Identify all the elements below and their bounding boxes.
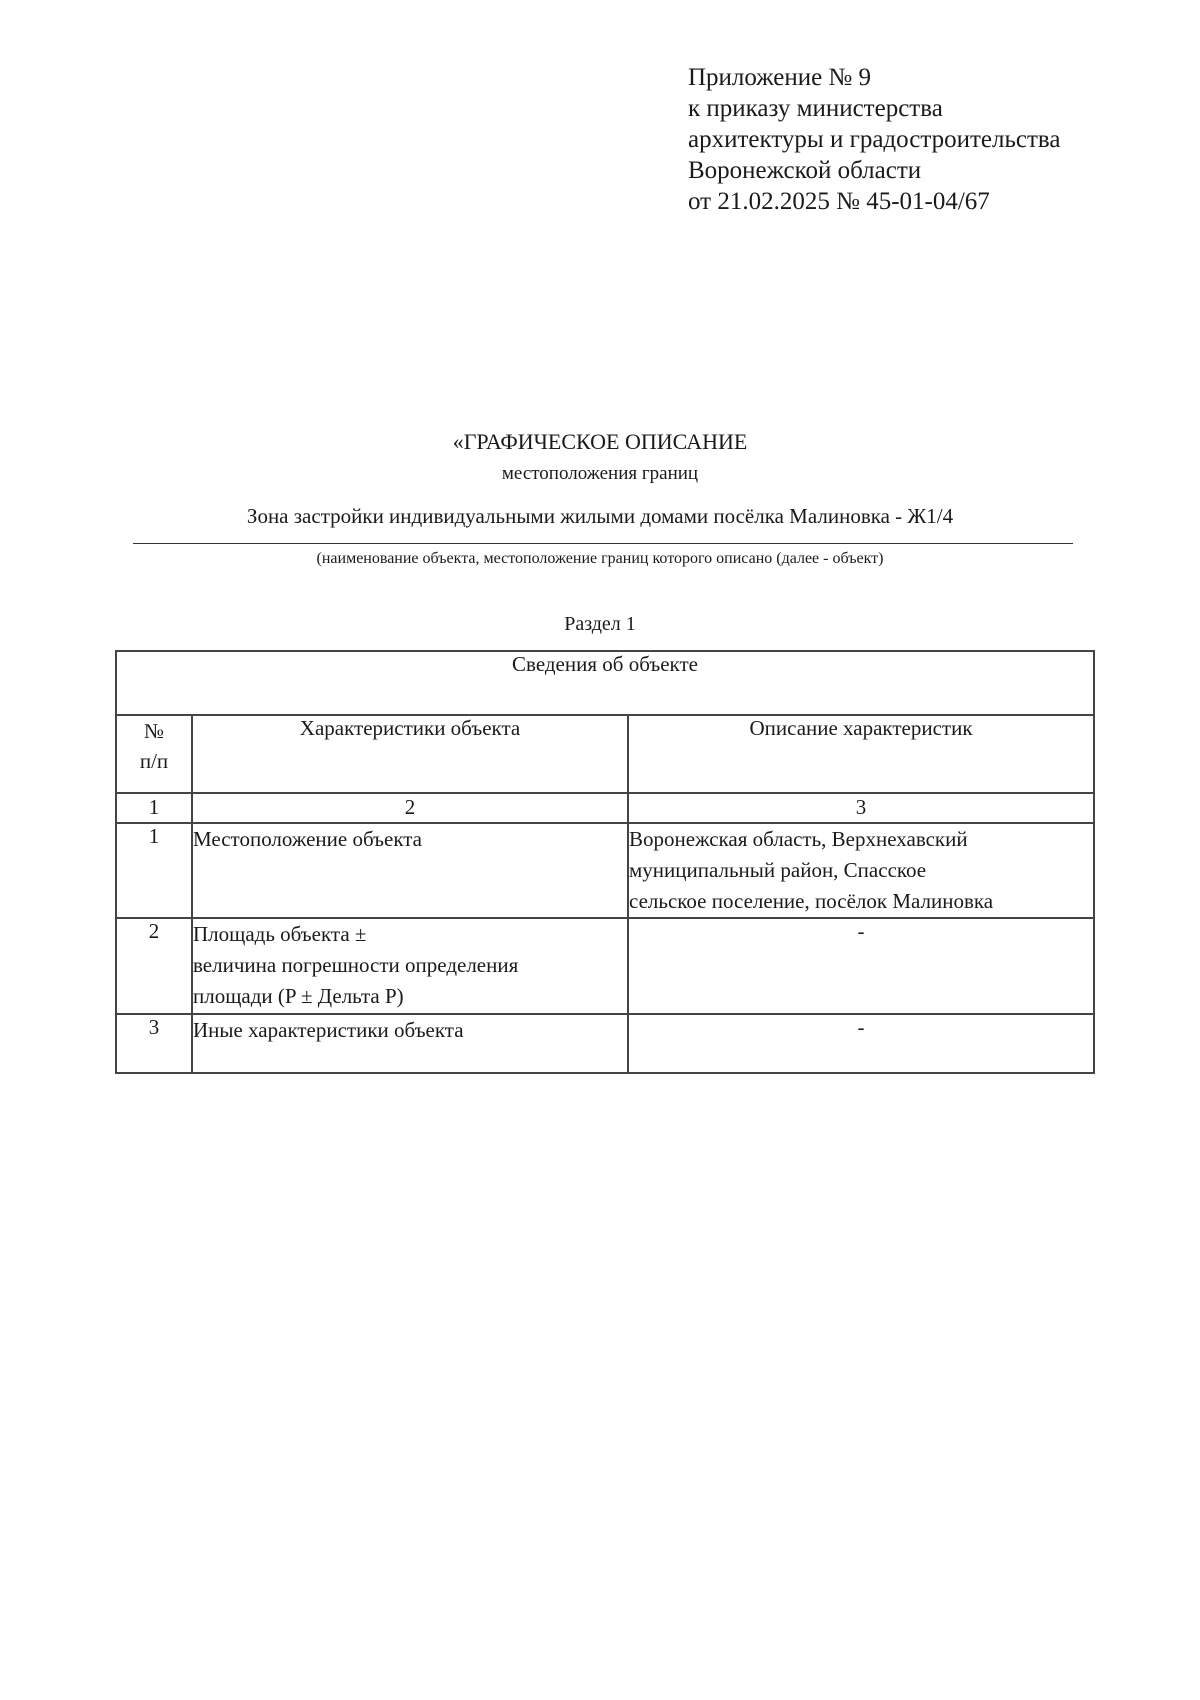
document-subtitle: местоположения границ bbox=[501, 463, 699, 484]
table-row bbox=[116, 1014, 1094, 1073]
index-cell: 2 bbox=[192, 793, 628, 823]
cell-line: муниципальный район, Спасское bbox=[629, 858, 927, 882]
row-characteristic bbox=[192, 823, 628, 918]
row-characteristic bbox=[192, 1014, 628, 1073]
header-description: Описание характеристик bbox=[628, 715, 1094, 793]
header-characteristics: Характеристики объекта bbox=[192, 715, 628, 793]
table-row bbox=[116, 918, 1094, 1014]
object-name-caption: (наименование объекта, местоположение границ которого описано (далее - объект) bbox=[316, 550, 884, 567]
row-number: 1 bbox=[116, 823, 192, 918]
header-number-line1: № bbox=[143, 719, 165, 743]
cell-line: Местоположение объекта bbox=[193, 827, 423, 851]
table-row bbox=[116, 823, 1094, 918]
cell-line: Иные характеристики объекта bbox=[193, 1018, 464, 1042]
cell-line: площади (P ± Дельта P) bbox=[193, 984, 404, 1008]
header-number-line2: п/п bbox=[139, 749, 169, 773]
cell-line: Площадь объекта ± bbox=[193, 922, 367, 946]
document-title: «ГРАФИЧЕСКОЕ ОПИСАНИЕ bbox=[452, 429, 748, 454]
cell-line: величина погрешности определения bbox=[193, 953, 519, 977]
row-description bbox=[628, 823, 1094, 918]
cell-line: сельское поселение, посёлок Малиновка bbox=[629, 889, 994, 913]
annex-line: Приложение № 9 bbox=[688, 64, 872, 91]
annex-header bbox=[688, 62, 1060, 217]
table-caption: Сведения об объекте bbox=[116, 651, 1094, 715]
table-header-row bbox=[116, 715, 1094, 793]
cell-line: Воронежская область, Верхнехавский bbox=[629, 827, 968, 851]
section-label: Раздел 1 bbox=[564, 613, 636, 635]
index-cell: 1 bbox=[116, 793, 192, 823]
annex-line: от 21.02.2025 № 45-01-04/67 bbox=[688, 188, 990, 215]
row-number: 3 bbox=[116, 1014, 192, 1073]
row-characteristic bbox=[192, 918, 628, 1014]
annex-line: к приказу министерства bbox=[688, 95, 943, 122]
object-info-table bbox=[115, 650, 1095, 1074]
row-number: 2 bbox=[116, 918, 192, 1014]
object-name: Зона застройки индивидуальными жилыми домами посёлка Малиновка - Ж1/4 bbox=[246, 504, 954, 528]
object-name-underline bbox=[133, 543, 1073, 544]
table-index-row bbox=[116, 793, 1094, 823]
table-caption-row bbox=[116, 651, 1094, 715]
row-description: - bbox=[628, 918, 1094, 1014]
index-cell: 3 bbox=[628, 793, 1094, 823]
row-description: - bbox=[628, 1014, 1094, 1073]
annex-line: архитектуры и градостроительства bbox=[688, 126, 1061, 153]
header-number bbox=[116, 715, 192, 793]
annex-line: Воронежской области bbox=[688, 157, 922, 184]
